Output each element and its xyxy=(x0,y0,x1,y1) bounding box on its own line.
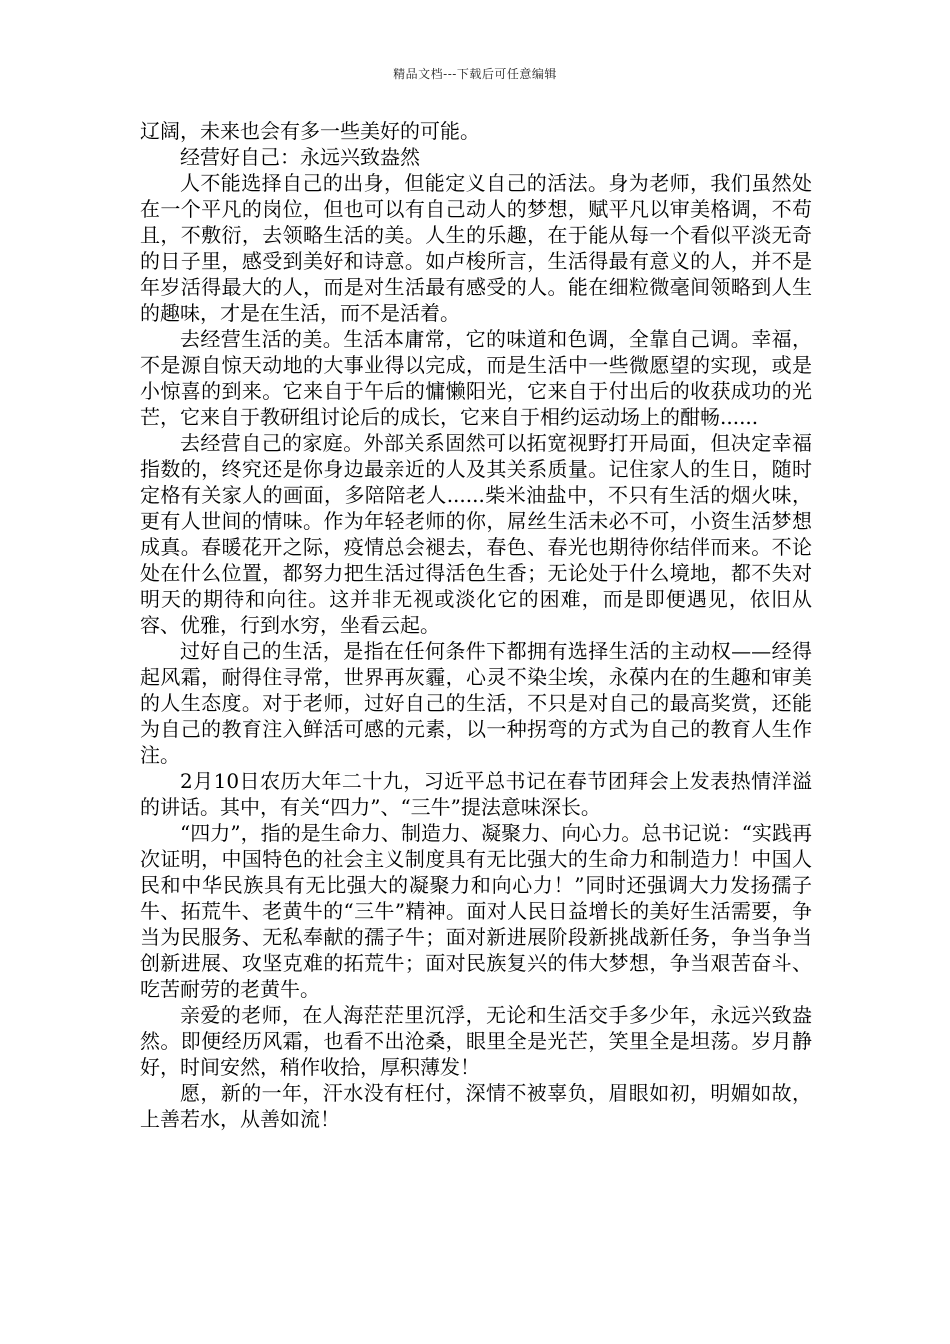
paragraph: 过好自己的生活，是指在任何条件下都拥有选择生活的主动权——经得起风霜，耐得住寻常，世界再灰霾，心灵不染尘埃，永葆内在的生趣和审美的人生态度。对于老师，过好自己的生活，不只是对自己的最高奖赏，还能为自己的教育注入鲜活可感的元素，以一种拐弯的方式为自己的教育人生作注。 xyxy=(140,639,812,767)
paragraph: 人不能选择自己的出身，但能定义自己的活法。身为老师，我们虽然处在一个平凡的岗位，但也可以有自己动人的梦想，赋平凡以审美格调，不苟且，不敷衍，去领略生活的美。人生的乐趣，在于能从每一个看似平淡无奇的日子里，感受到美好和诗意。如卢梭所言，生活得最有意义的人，并不是年岁活得最大的人，而是对生活最有感受的人。能在细粒微毫间领略到人生的趣味，才是在生活，而不是活着。 xyxy=(140,171,812,325)
section-heading: 经营好自己：永远兴致盎然 xyxy=(180,145,420,169)
paragraph: 亲爱的老师，在人海茫茫里沉浮，无论和生活交手多少年，永远兴致盎然。即便经历风霜，也看不出沧桑，眼里全是光芒，笑里全是坦荡。岁月静好，时间安然，稍作收拾，厚积薄发！ xyxy=(140,1003,812,1079)
paragraph-continuation: 辽阔，未来也会有多一些美好的可能。 xyxy=(140,119,480,143)
paragraph: 去经营自己的家庭。外部关系固然可以拓宽视野打开局面，但决定幸福指数的，终究还是你身边最亲近的人及其关系质量。记住家人的生日，随时定格有关家人的画面，多陪陪老人......柴米油盐中，不只有生活的烟火味，更有人世间的情味。作为年轻老师的你，屌丝生活未必不可，小资生活梦想成真。春暖花开之际，疫情总会褪去，春色、春光也期待你结伴而来。不论处在什么位置，都努力把生活过得活色生香；无论处于什么境地，都不失对明天的期待和向往。这并非无视或淡化它的困难，而是即便遇见，依旧从容、优雅，行到水穷，坐看云起。 xyxy=(140,431,812,637)
paragraph: 2月10日农历大年二十九，习近平总书记在春节团拜会上发表热情洋溢的讲话。其中，有关“四力”、“三牛”提法意味深长。 xyxy=(140,769,812,819)
paragraph: 去经营生活的美。生活本庸常，它的味道和色调，全靠自己调。幸福，不是源自惊天动地的大事业得以完成，而是生活中一些微愿望的实现，或是小惊喜的到来。它来自于午后的慵懒阳光，它来自于付出后的收获成功的光芒，它来自于教研组讨论后的成长，它来自于相约运动场上的酣畅...... xyxy=(140,327,812,429)
paragraph: “四力”，指的是生命力、制造力、凝聚力、向心力。总书记说：“实践再次证明，中国特色的社会主义制度具有无比强大的生命力和制造力！中国人民和中华民族具有无比强大的凝聚力和向心力！”同时还强调大力发扬孺子牛、拓荒牛、老黄牛的“三牛”精神。面对人民日益增长的美好生活需要，争当为民服务、无私奉献的孺子牛；面对新进展阶段新挑战新任务，争当争当创新进展、攻坚克难的拓荒牛；面对民族复兴的伟大梦想，争当艰苦奋斗、吃苦耐劳的老黄牛。 xyxy=(140,821,812,1001)
paragraph: 愿，新的一年，汗水没有枉付，深情不被辜负，眉眼如初，明媚如故，上善若水，从善如流！ xyxy=(140,1081,812,1131)
document-body xyxy=(140,118,812,1132)
page-header: 精品文档---下载后可任意编辑 xyxy=(393,67,557,81)
